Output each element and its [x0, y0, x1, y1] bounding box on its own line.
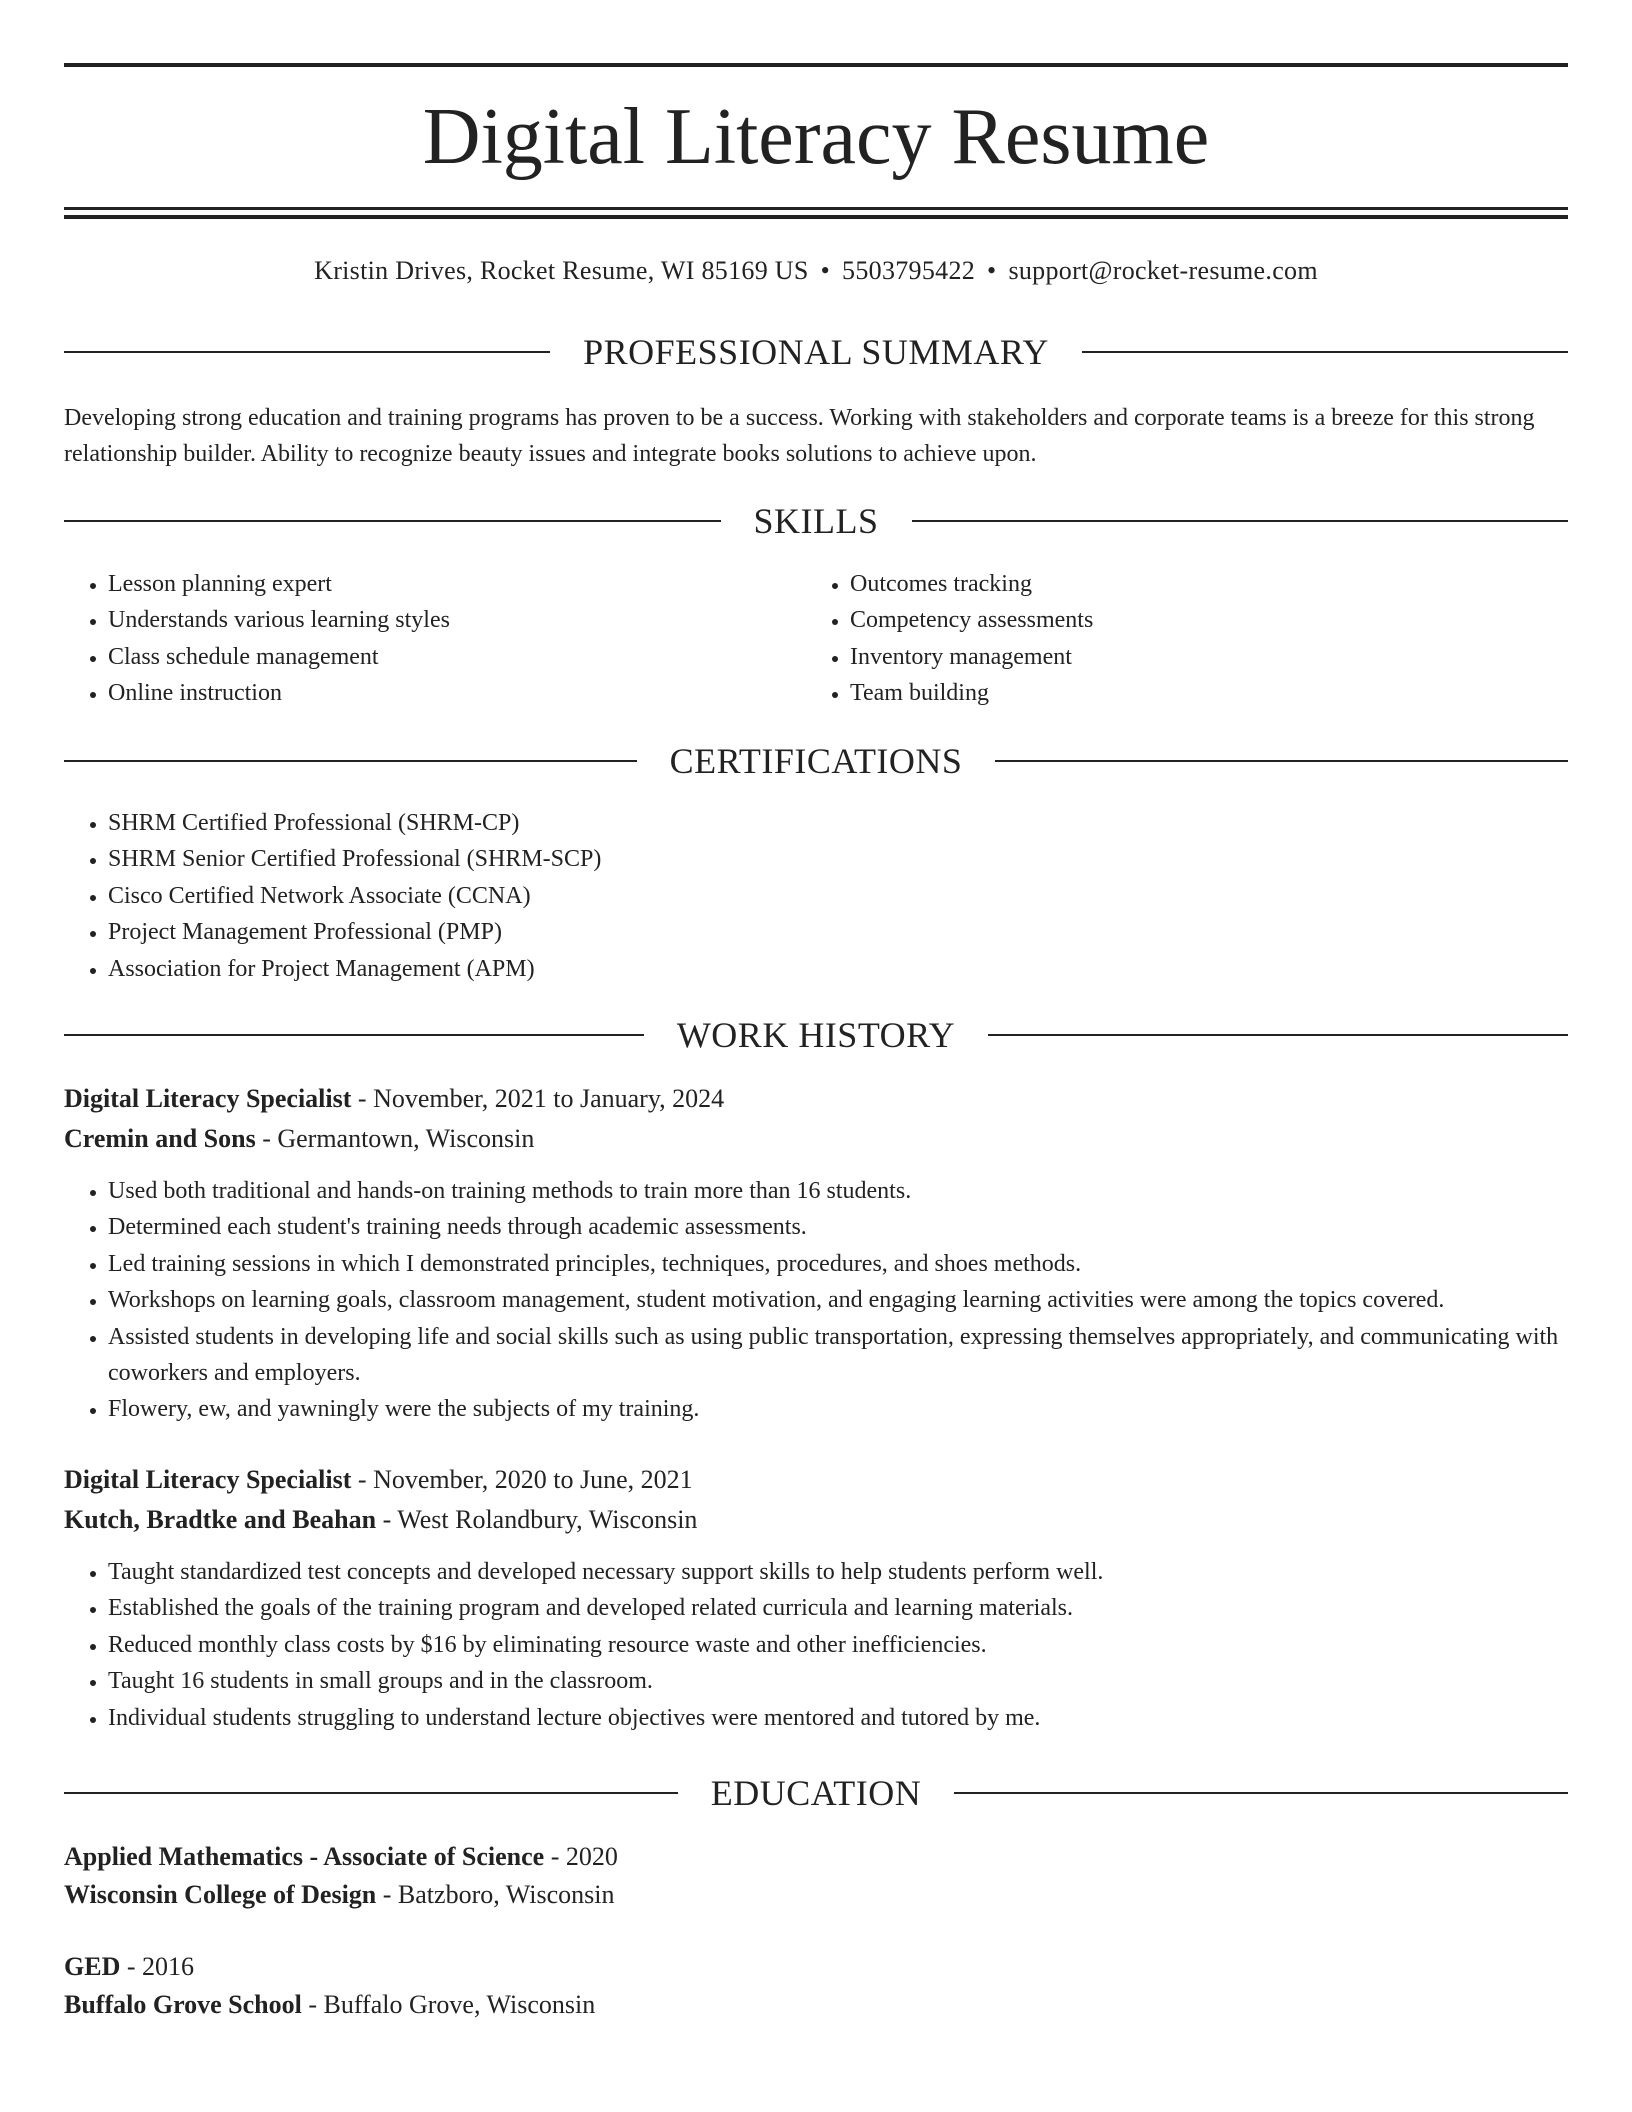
- education-school: Buffalo Grove School: [64, 1990, 302, 2019]
- section-heading-certifications: [64, 736, 1568, 786]
- job-bullet: • Workshops on learning goals, classroom management, student motivation, and engaging learning activities were among the topics covered.: [108, 1282, 1568, 1318]
- job-title: Digital Literacy Specialist: [64, 1465, 352, 1494]
- contact-phone: 5503795422: [842, 256, 976, 285]
- skill-item: • Understands various learning styles: [108, 602, 808, 638]
- education-degree: GED: [64, 1952, 121, 1981]
- certifications-list: [64, 805, 1568, 987]
- job-location: - Germantown, Wisconsin: [255, 1124, 535, 1153]
- job-company: Cremin and Sons: [64, 1124, 256, 1153]
- education-degree-line: [64, 1837, 1568, 1877]
- education-location: - Buffalo Grove, Wisconsin: [301, 1990, 596, 2019]
- job-company-line: [64, 1500, 1568, 1540]
- heading-rule: [988, 1034, 1568, 1036]
- contact-address: Kristin Drives, Rocket Resume, WI 85169 US: [314, 256, 809, 285]
- heading-rule: [64, 760, 637, 762]
- title-rule-lower: [64, 215, 1568, 219]
- skills-list-left: [64, 566, 808, 712]
- heading-rule: [912, 520, 1569, 522]
- education-school-line: [64, 1875, 1568, 1915]
- education-location: - Batzboro, Wisconsin: [376, 1880, 615, 1909]
- job-bullets: [64, 1173, 1568, 1428]
- job-location: - West Rolandbury, Wisconsin: [376, 1505, 698, 1534]
- skill-item: • Outcomes tracking: [850, 566, 1590, 602]
- job-title: Digital Literacy Specialist: [64, 1084, 352, 1113]
- contact-separator: •: [820, 256, 831, 285]
- top-rule: [64, 63, 1568, 67]
- section-title: PROFESSIONAL SUMMARY: [583, 332, 1049, 372]
- section-heading-summary: [64, 327, 1568, 377]
- education-degree: Applied Mathematics - Associate of Science: [64, 1842, 545, 1871]
- skills-list-right: [806, 566, 1590, 712]
- job-company: Kutch, Bradtke and Beahan: [64, 1505, 377, 1534]
- job-title-line: [64, 1460, 1568, 1500]
- section-title: EDUCATION: [710, 1773, 922, 1813]
- section-heading-education: [64, 1768, 1568, 1818]
- contact-email: support@rocket-resume.com: [1008, 256, 1318, 285]
- heading-rule: [954, 1792, 1568, 1794]
- certification-item: • Cisco Certified Network Associate (CCNA): [108, 878, 1568, 914]
- section-title: WORK HISTORY: [676, 1015, 956, 1055]
- certification-item: • SHRM Certified Professional (SHRM-CP): [108, 805, 1568, 841]
- section-title: SKILLS: [753, 501, 879, 541]
- job-bullet: • Flowery, ew, and yawningly were the subjects of my training.: [108, 1391, 1568, 1427]
- heading-rule: [64, 1034, 644, 1036]
- section-heading-skills: [64, 496, 1568, 546]
- job-bullet: • Determined each student's training needs through academic assessments.: [108, 1209, 1568, 1245]
- heading-rule: [995, 760, 1568, 762]
- summary-text: Developing strong education and training programs has proven to be a success. Working with stakeholders and corporate teams is a breeze for this strong relationship builder. Ability to recognize beauty issues and integrate books solutions to achieve upon.: [64, 405, 1535, 467]
- skill-item: • Inventory management: [850, 639, 1590, 675]
- education-degree-line: [64, 1947, 1568, 1987]
- heading-rule: [64, 520, 721, 522]
- skill-item: • Team building: [850, 675, 1590, 711]
- job-dates: - November, 2020 to June, 2021: [351, 1465, 693, 1494]
- education-year: - 2020: [544, 1842, 618, 1871]
- heading-rule: [64, 1792, 678, 1794]
- job-company-line: [64, 1119, 1568, 1159]
- education-school-line: [64, 1985, 1568, 2025]
- section-title: CERTIFICATIONS: [669, 741, 963, 781]
- skill-item: • Online instruction: [108, 675, 808, 711]
- job-bullet: • Established the goals of the training program and developed related curricula and learning materials.: [108, 1590, 1568, 1626]
- job-bullet: • Led training sessions in which I demonstrated principles, techniques, procedures, and shoes methods.: [108, 1246, 1568, 1282]
- job-bullet: • Reduced monthly class costs by $16 by eliminating resource waste and other inefficiencies.: [108, 1627, 1568, 1663]
- heading-rule: [1082, 351, 1568, 353]
- certification-item: • Project Management Professional (PMP): [108, 914, 1568, 950]
- job-bullet: • Assisted students in developing life and social skills such as using public transportation, expressing themselves appropriately, and communicating with coworkers and employers.: [108, 1319, 1568, 1392]
- job-bullet: • Taught standardized test concepts and developed necessary support skills to help students perform well.: [108, 1554, 1568, 1590]
- section-heading-work-history: [64, 1010, 1568, 1060]
- certification-item: • Association for Project Management (APM): [108, 951, 1568, 987]
- skill-item: • Lesson planning expert: [108, 566, 808, 602]
- contact-line: [64, 250, 1568, 292]
- education-year: - 2016: [120, 1952, 195, 1981]
- job-bullet: • Taught 16 students in small groups and in the classroom.: [108, 1663, 1568, 1699]
- certification-item: • SHRM Senior Certified Professional (SHRM-SCP): [108, 841, 1568, 877]
- job-dates: - November, 2021 to January, 2024: [351, 1084, 725, 1113]
- skill-item: • Class schedule management: [108, 639, 808, 675]
- job-bullets: [64, 1554, 1568, 1736]
- title-rule-upper: [64, 207, 1568, 210]
- skill-item: • Competency assessments: [850, 602, 1590, 638]
- contact-separator: •: [987, 256, 997, 285]
- job-title-line: [64, 1079, 1568, 1119]
- job-bullet: • Individual students struggling to understand lecture objectives were mentored and tutored by me.: [108, 1700, 1568, 1736]
- heading-rule: [64, 351, 550, 353]
- resume-title: Digital Literacy Resume: [422, 93, 1210, 181]
- job-bullet: • Used both traditional and hands-on training methods to train more than 16 students.: [108, 1173, 1568, 1209]
- education-school: Wisconsin College of Design: [64, 1880, 377, 1909]
